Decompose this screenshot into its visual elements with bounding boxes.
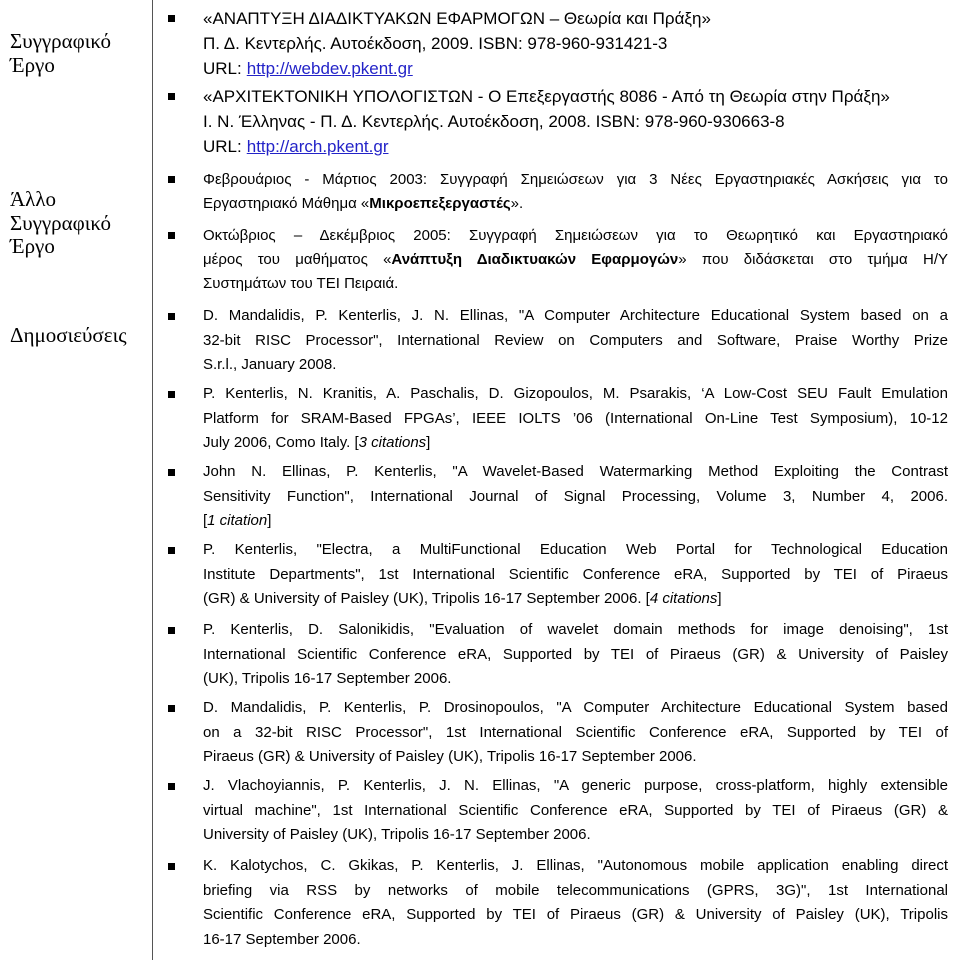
line-content bbox=[203, 6, 711, 31]
text-line bbox=[203, 224, 948, 248]
section-label-publications: Δημοσιεύσεις bbox=[10, 323, 127, 347]
publication-text bbox=[203, 774, 948, 848]
line-content bbox=[203, 192, 523, 216]
text-line bbox=[203, 667, 948, 692]
text-line bbox=[203, 509, 948, 534]
line-content bbox=[203, 928, 361, 953]
url-label: URL: bbox=[203, 137, 242, 156]
line-content bbox=[203, 485, 948, 510]
text-segment: on a 32-bit RISC Processor", 1st International Scientific Conference eRA, Supported by TEI of bbox=[203, 723, 948, 741]
book-title: «ΑΡΧΙΤΕΚΤΟΝΙΚΗ ΥΠΟΛΟΓΙΣΤΩΝ - Ο Επεξεργαστής 8086 - Από τη Θεωρία στην Πράξη» bbox=[203, 87, 890, 106]
text-line bbox=[203, 109, 948, 134]
line-content bbox=[203, 509, 271, 534]
square-bullet-icon bbox=[168, 547, 175, 554]
url-label: URL: bbox=[203, 59, 242, 78]
text-line bbox=[203, 563, 948, 588]
text-segment: Platform for SRAM-Based FPGAs’, IEEE IOLTS ’06 (International On-Line Test Symposium), 10-12 bbox=[203, 409, 948, 427]
text-segment: (GR) & University of Paisley (UK), Tripolis 16-17 September 2006. [ bbox=[203, 590, 650, 607]
text-segment: P. Kenterlis, N. Kranitis, A. Paschalis, D. Gizopoulos, M. Psarakis, ‘A Low-Cost SEU Fault Emulation bbox=[203, 385, 948, 402]
citation-count: 4 citations bbox=[649, 590, 718, 607]
text-line bbox=[203, 431, 948, 456]
publication-text bbox=[203, 382, 948, 456]
line-content bbox=[203, 168, 948, 192]
square-bullet-icon bbox=[168, 232, 175, 239]
line-content bbox=[203, 109, 785, 134]
text-line bbox=[203, 774, 948, 799]
text-line bbox=[203, 6, 948, 31]
line-content bbox=[203, 382, 948, 407]
line-content bbox=[203, 721, 948, 746]
text-segment: International Scientific Conference eRA, Supported by TEI of Piraeus (GR) & University of Paisley bbox=[203, 645, 948, 663]
text-segment: D. Mandalidis, P. Kenterlis, J. N. Ellinas, "A Computer Architecture Educational System based on a bbox=[203, 307, 948, 324]
text-segment: P. Kenterlis, "Electra, a MultiFunctional Education Web Portal for Technological Education bbox=[203, 541, 948, 558]
square-bullet-icon bbox=[168, 391, 175, 398]
text-segment: Scientific Conference eRA, Supported by TEI of Piraeus (GR) & University of Paisley (UK), Tripolis bbox=[203, 906, 948, 923]
text-segment: Φεβρουάριος - Μάρτιος 2003: Συγγραφή Σημειώσεων για 3 Νέες Εργαστηριακές Ασκήσεις για το bbox=[203, 171, 948, 188]
text-segment: ». bbox=[510, 195, 524, 212]
square-bullet-icon bbox=[168, 93, 175, 100]
line-content bbox=[203, 563, 948, 588]
line-content bbox=[203, 643, 948, 668]
publication-text bbox=[203, 618, 948, 692]
book-details: Π. Δ. Κεντερλής. Αυτοέκδοση, 2009. ISBN: 978-960-931421-3 bbox=[203, 34, 668, 53]
text-segment: [ bbox=[203, 512, 208, 529]
text-segment: Εργαστηριακό Μάθημα « bbox=[203, 195, 370, 212]
line-content bbox=[203, 304, 948, 329]
line-content bbox=[203, 353, 336, 378]
square-bullet-icon bbox=[168, 783, 175, 790]
citation-count: 1 citation bbox=[207, 512, 268, 529]
book-details: Ι. Ν. Έλληνας - Π. Δ. Κεντερλής. Αυτοέκδοση, 2008. ISBN: 978-960-930663-8 bbox=[203, 112, 785, 131]
text-segment: July 2006, Como Italy. [ bbox=[203, 434, 359, 451]
line-content bbox=[203, 134, 388, 159]
citation-count: 3 citations bbox=[358, 434, 427, 451]
line-content bbox=[203, 854, 948, 879]
line-content bbox=[203, 879, 948, 904]
text-segment: Οκτώβριος – Δεκέμβριος 2005: Συγγραφή Σημειώσεων για το Θεωρητικό και Εργαστηριακό bbox=[203, 227, 948, 244]
book-text bbox=[203, 6, 948, 81]
section-label-books: Συγγραφικό Έργο bbox=[10, 29, 112, 77]
line-content bbox=[203, 460, 948, 485]
other-writing-text bbox=[203, 168, 948, 216]
text-line bbox=[203, 854, 948, 879]
line-content bbox=[203, 618, 948, 643]
text-line bbox=[203, 879, 948, 904]
text-line bbox=[203, 745, 948, 770]
url-link[interactable]: http://webdev.pkent.gr bbox=[246, 59, 413, 78]
text-line bbox=[203, 485, 948, 510]
line-content bbox=[203, 248, 948, 272]
text-segment: K. Kalotychos, C. Gkikas, P. Kenterlis, J. Ellinas, "Autonomous mobile application enabling direct bbox=[203, 857, 948, 874]
text-line bbox=[203, 84, 948, 109]
text-line bbox=[203, 248, 948, 272]
square-bullet-icon bbox=[168, 15, 175, 22]
text-segment: Piraeus (GR) & University of Paisley (UK), Tripolis 16-17 September 2006. bbox=[203, 748, 697, 765]
text-segment: » που διδάσκεται στο τμήμα Η/Υ bbox=[678, 251, 948, 268]
text-segment: S.r.l., January 2008. bbox=[203, 356, 337, 373]
line-content bbox=[203, 696, 948, 721]
publication-text bbox=[203, 854, 948, 952]
url-link[interactable]: http://arch.pkent.gr bbox=[246, 137, 389, 156]
square-bullet-icon bbox=[168, 705, 175, 712]
text-line bbox=[203, 460, 948, 485]
square-bullet-icon bbox=[168, 863, 175, 870]
line-content bbox=[203, 56, 413, 81]
text-line bbox=[203, 382, 948, 407]
text-line bbox=[203, 353, 948, 378]
text-segment: Συστημάτων του ΤΕΙ Πειραιά. bbox=[203, 275, 399, 292]
text-segment: Institute Departments", 1st International Scientific Conference eRA, Supported by TEI of Piraeus bbox=[203, 565, 948, 583]
text-line bbox=[203, 823, 948, 848]
line-content bbox=[203, 224, 948, 248]
line-content bbox=[203, 745, 697, 770]
line-content bbox=[203, 431, 430, 456]
text-line bbox=[203, 31, 948, 56]
line-content bbox=[203, 774, 948, 799]
book-text bbox=[203, 84, 948, 159]
text-line bbox=[203, 928, 948, 953]
text-line bbox=[203, 168, 948, 192]
line-content bbox=[203, 587, 722, 612]
text-line bbox=[203, 618, 948, 643]
text-segment: ] bbox=[426, 434, 431, 451]
line-content bbox=[203, 799, 948, 824]
publication-text bbox=[203, 696, 948, 770]
text-segment: D. Mandalidis, P. Kenterlis, P. Drosinopoulos, "A Computer Architecture Educational System based bbox=[203, 699, 948, 716]
line-content bbox=[203, 903, 948, 928]
square-bullet-icon bbox=[168, 469, 175, 476]
text-segment: Sensitivity Function", International Journal of Signal Processing, Volume 3, Number 4, 2006. bbox=[203, 487, 948, 505]
text-line bbox=[203, 192, 948, 216]
line-content bbox=[203, 84, 890, 109]
square-bullet-icon bbox=[168, 176, 175, 183]
text-segment: ] bbox=[267, 512, 272, 529]
text-line bbox=[203, 721, 948, 746]
text-line bbox=[203, 538, 948, 563]
text-line bbox=[203, 903, 948, 928]
section-label-other-writing: Άλλο Συγγραφικό Έργο bbox=[10, 187, 112, 258]
line-content bbox=[203, 667, 451, 692]
column-divider bbox=[152, 0, 153, 960]
text-segment: John N. Ellinas, P. Kenterlis, "A Wavelet-Based Watermarking Method Exploiting the Contrast bbox=[203, 463, 948, 480]
text-segment: P. Kenterlis, D. Salonikidis, "Evaluation of wavelet domain methods for image denoising", 1st bbox=[203, 621, 948, 638]
line-content bbox=[203, 329, 948, 354]
line-content bbox=[203, 31, 667, 56]
square-bullet-icon bbox=[168, 313, 175, 320]
text-line bbox=[203, 587, 948, 612]
text-line bbox=[203, 799, 948, 824]
text-segment: J. Vlachoyiannis, P. Kenterlis, J. N. Ellinas, "A generic purpose, cross-platform, highly extensible bbox=[203, 777, 948, 794]
text-line bbox=[203, 329, 948, 354]
text-segment: 32-bit RISC Processor", International Review on Computers and Software, Praise Worthy Prize bbox=[203, 331, 948, 349]
text-line bbox=[203, 134, 948, 159]
line-content bbox=[203, 823, 591, 848]
text-segment: briefing via RSS by networks of mobile telecommunications (GPRS, 3G)", 1st International bbox=[203, 881, 948, 899]
other-writing-text bbox=[203, 224, 948, 296]
text-segment: University of Paisley (UK), Tripolis 16-17 September 2006. bbox=[203, 826, 591, 843]
text-line bbox=[203, 696, 948, 721]
line-content bbox=[203, 407, 948, 432]
text-line bbox=[203, 272, 948, 296]
publication-text bbox=[203, 304, 948, 378]
text-line bbox=[203, 407, 948, 432]
text-segment: μέρος του μαθήματος « bbox=[203, 251, 392, 268]
course-title: Ανάπτυξη Διαδικτυακών Εφαρμογών bbox=[391, 251, 679, 268]
book-title: «ΑΝΑΠΤΥΞΗ ΔΙΑΔΙΚΤΥΑΚΩΝ ΕΦΑΡΜΟΓΩΝ – Θεωρία και Πράξη» bbox=[203, 9, 711, 28]
text-segment: virtual machine", 1st International Scientific Conference eRA, Supported by TEI of Piraeus (GR) & bbox=[203, 801, 948, 819]
text-line bbox=[203, 304, 948, 329]
line-content bbox=[203, 538, 948, 563]
square-bullet-icon bbox=[168, 627, 175, 634]
text-segment: ] bbox=[717, 590, 722, 607]
publication-text bbox=[203, 460, 948, 534]
text-segment: 16-17 September 2006. bbox=[203, 930, 361, 948]
text-line bbox=[203, 56, 948, 81]
text-segment: (UK), Tripolis 16-17 September 2006. bbox=[203, 670, 452, 687]
line-content bbox=[203, 272, 398, 296]
course-title: Μικροεπεξεργαστές bbox=[369, 195, 511, 212]
publication-text bbox=[203, 538, 948, 612]
text-line bbox=[203, 643, 948, 668]
